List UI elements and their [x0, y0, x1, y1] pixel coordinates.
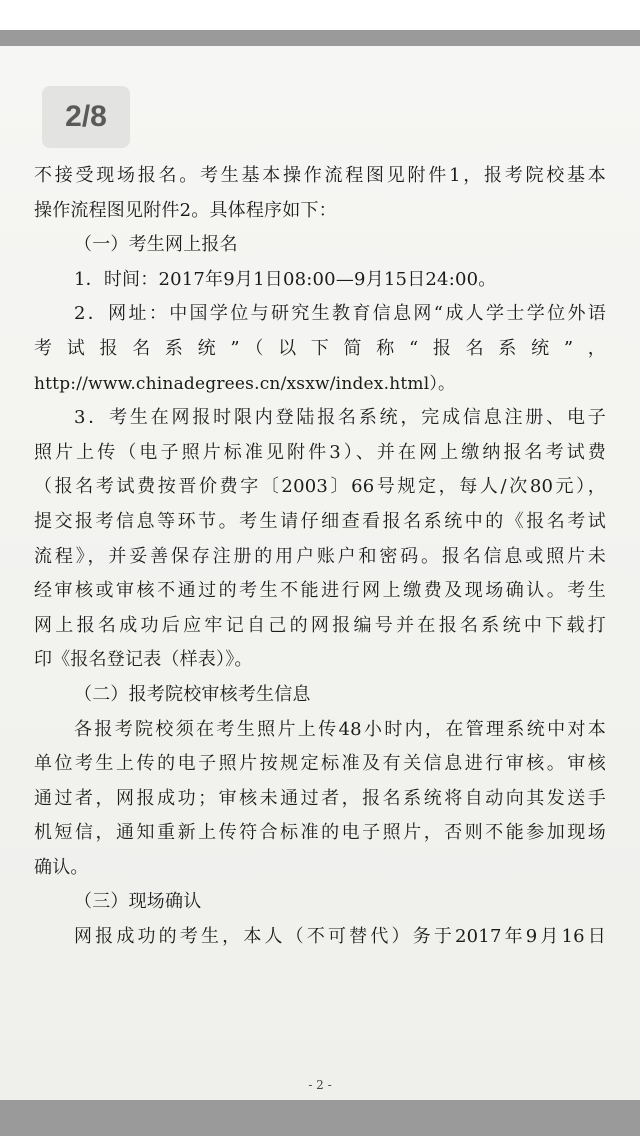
page-number: - 2 - [308, 1078, 332, 1092]
text-line: 单位考生上传的电子照片按规定标准及有关信息进行审核。审核 [34, 753, 606, 775]
text-line: 照片上传（电子照片标准见附件3）、并在网上缴纳报名考试费 [34, 441, 606, 463]
text-line: 考试报名系统”（以下简称“报名系统”， [34, 337, 606, 359]
text-line: （二）报考院校审核考生信息 [74, 683, 311, 705]
top-bar [0, 0, 640, 30]
text-line: 1．时间：2017年9月1日08:00—9月15日24:00。 [74, 268, 497, 290]
text-line: 3．考生在网报时限内登陆报名系统，完成信息注册、电子 [74, 407, 606, 429]
text-line: 通过者，网报成功；审核未通过者，报名系统将自动向其发送手 [34, 787, 606, 809]
text-line: 网报成功的考生，本人（不可替代）务于2017年9月16日 [74, 926, 606, 948]
text-line: 流程》，并妥善保存注册的用户账户和密码。报名信息或照片未 [34, 545, 606, 567]
text-line: （报名考试费按晋价费字〔2003〕66号规定，每人/次80元）， [34, 476, 606, 498]
text-line: 机短信，通知重新上传符合标准的电子照片，否则不能参加现场 [34, 822, 606, 844]
page-indicator: 2/8 [42, 86, 130, 148]
text-line: （一）考生网上报名 [74, 234, 238, 256]
text-line: 提交报考信息等环节。考生请仔细查看报名系统中的《报名考试 [34, 510, 606, 532]
text-line: 各报考院校须在考生照片上传48小时内，在管理系统中对本 [74, 718, 606, 740]
bottom-bar [0, 1100, 640, 1136]
text-line: 操作流程图见附件2。具体程序如下： [34, 199, 337, 221]
text-line: （三）现场确认 [74, 891, 202, 913]
top-divider [0, 30, 640, 46]
text-line: 印《报名登记表（样表）》。 [34, 649, 253, 671]
text-line: 确认。 [34, 856, 89, 878]
document-page[interactable] [0, 46, 640, 1100]
text-line: 经审核或审核不通过的考生不能进行网上缴费及现场确认。考生 [34, 580, 606, 602]
text-line: 2．网址：中国学位与研究生教育信息网“成人学士学位外语 [74, 303, 606, 325]
text-line: http://www.chinadegrees.cn/xsxw/index.html）。 [34, 373, 456, 394]
text-line: 网上报名成功后应牢记自己的网报编号并在报名系统中下载打 [34, 614, 606, 636]
text-line: 不接受现场报名。考生基本操作流程图见附件1，报考院校基本 [34, 165, 606, 186]
document-body [34, 159, 606, 955]
